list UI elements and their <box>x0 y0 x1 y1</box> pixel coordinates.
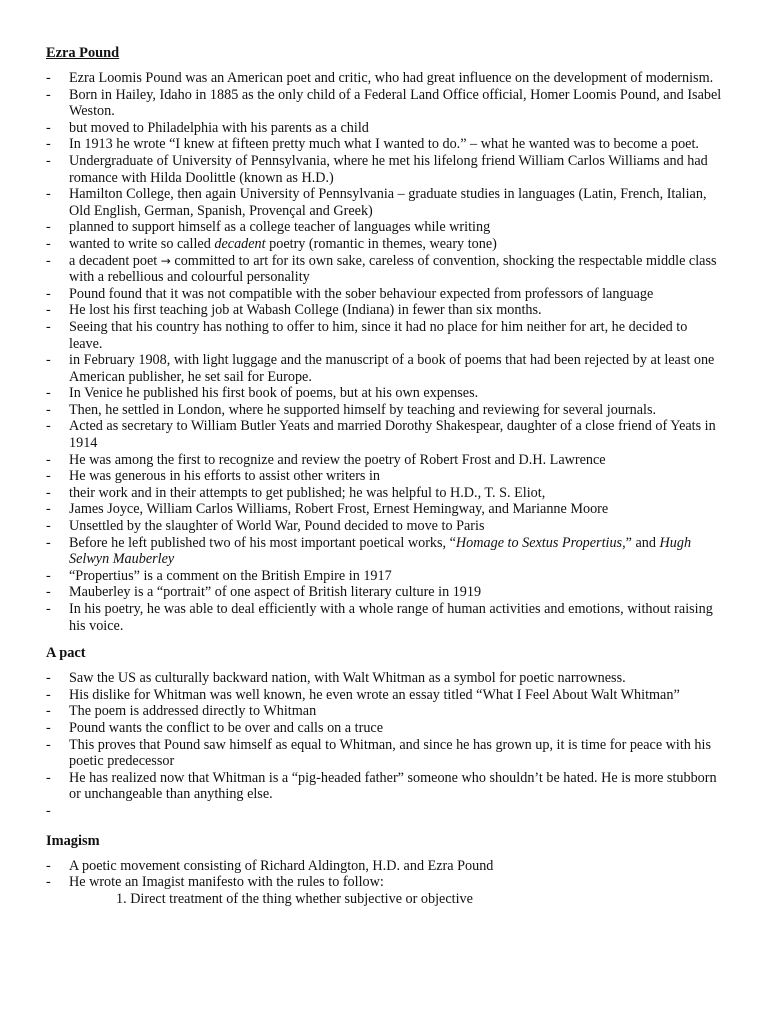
work-title-mauberley: Hugh Selwyn Mauberley <box>69 534 692 568</box>
list-item: - Unsettled by the slaughter of World War, Pound decided to move to Paris <box>46 518 485 535</box>
list-item: - In his poetry, he was able to deal efficiently with a whole range of human activities and emotions, without raising his voice. <box>46 601 713 634</box>
list-item: - Pound found that it was not compatible with the sober behaviour expected from professors of language <box>46 285 654 302</box>
list-item: - in February 1908, with light luggage and the manuscript of a book of poems that had been rejected by at least one American publisher, he set sail for Europe. <box>46 352 715 385</box>
list-item: - In Venice he published his first book of poems, but at his own expenses. <box>46 385 479 402</box>
work-title-homage: Homage to Sextus Propertius, <box>455 534 626 551</box>
list-item: - Acted as secretary to William Butler Yeats and married Dorothy Shakespear, daughter of a close friend of Yeats in 1914 <box>46 418 716 452</box>
list-item: - planned to support himself as a college teacher of languages while writing <box>46 219 491 236</box>
list-item: - <box>46 802 51 819</box>
list-item: - wanted to write so called decadent poetry (romantic in themes, weary tone) <box>46 235 497 252</box>
section-a-pact-list <box>46 670 722 819</box>
right-arrow-icon: → <box>160 253 171 268</box>
list-item: - Mauberley is a “portrait” of one aspect of British literary culture in 1919 <box>46 584 482 601</box>
list-item: - The poem is addressed directly to Whitman <box>46 703 317 720</box>
list-item: - “Propertius” is a comment on the British Empire in 1917 <box>46 567 392 584</box>
list-item: - Undergraduate of University of Pennsylvania, where he met his lifelong friend William Carlos Williams and had romance with Hilda Doolittle (known as H.D.) <box>46 152 708 186</box>
list-item: - a decadent poet → committed to art for its own sake, careless of convention, shocking the respectable middle class with a rebellious and colourful personality <box>46 252 717 286</box>
list-item: - Saw the US as culturally backward nation, with Walt Whitman as a symbol for poetic narrowness. <box>46 670 626 687</box>
list-item: - He was generous in his efforts to assist other writers in <box>46 468 381 485</box>
list-item: - His dislike for Whitman was well known, he even wrote an essay titled “What I Feel About Walt Whitman” <box>46 686 680 703</box>
list-item: - Hamilton College, then again University of Pennsylvania – graduate studies in languages (Latin, French, Italian, Old English, German, Spanish, Provençal and Greek) <box>46 186 707 219</box>
list-item: - In 1913 he wrote “I knew at fifteen pretty much what I wanted to do.” – what he wanted was to become a poet. <box>46 136 699 153</box>
section-ezra-pound-list <box>46 70 722 634</box>
imagist-rules-list <box>69 891 722 908</box>
list-item: - Then, he settled in London, where he supported himself by teaching and reviewing for several journals. <box>46 401 657 418</box>
list-item: - He has realized now that Whitman is a “pig-headed father” someone who shouldn’t be hated. He is more stubborn or unchangeable than anything else. <box>46 769 717 803</box>
list-item: - He lost his first teaching job at Wabash College (Indiana) in fewer than six months. <box>46 302 542 319</box>
list-item: - Born in Hailey, Idaho in 1885 as the only child of a Federal Land Office official, Homer Loomis Pound, and Isabel Weston. <box>46 86 722 120</box>
section-heading-a-pact: A pact <box>46 645 86 662</box>
numbered-item: 1. Direct treatment of the thing whether subjective or objective <box>116 890 473 907</box>
section-heading-imagism: Imagism <box>46 832 100 849</box>
list-item: - their work and in their attempts to get published; he was helpful to H.D., T. S. Eliot, <box>46 484 546 501</box>
decadent-emphasis: decadent <box>214 235 266 252</box>
list-item: - Before he left published two of his most important poetical works, “Homage to Sextus Propertius,” and Hugh Selwyn Mauberley <box>46 534 692 568</box>
list-item: - Seeing that his country has nothing to offer to him, since it had no place for him neither for art, he decided to leave. <box>46 318 688 352</box>
section-imagism-list <box>46 858 722 908</box>
list-item: - This proves that Pound saw himself as equal to Whitman, and since he has grown up, it is time for peace with his poetic predecessor <box>46 736 711 770</box>
list-item: - Ezra Loomis Pound was an American poet and critic, who had great influence on the development of modernism. <box>46 70 714 86</box>
list-item: - He wrote an Imagist manifesto with the rules to follow: 1. Direct treatment of the thing whether subjective or objective <box>46 874 722 907</box>
list-item: - A poetic movement consisting of Richard Aldington, H.D. and Ezra Pound <box>46 857 494 874</box>
list-item: - Pound wants the conflict to be over and calls on a truce <box>46 719 384 736</box>
page-title: Ezra Pound <box>46 45 120 61</box>
list-item: - James Joyce, William Carlos Williams, Robert Frost, Ernest Hemingway, and Marianne Moore <box>46 501 609 518</box>
list-item: - He was among the first to recognize and review the poetry of Robert Frost and D.H. Lawrence <box>46 451 606 468</box>
list-item: - but moved to Philadelphia with his parents as a child <box>46 119 369 136</box>
